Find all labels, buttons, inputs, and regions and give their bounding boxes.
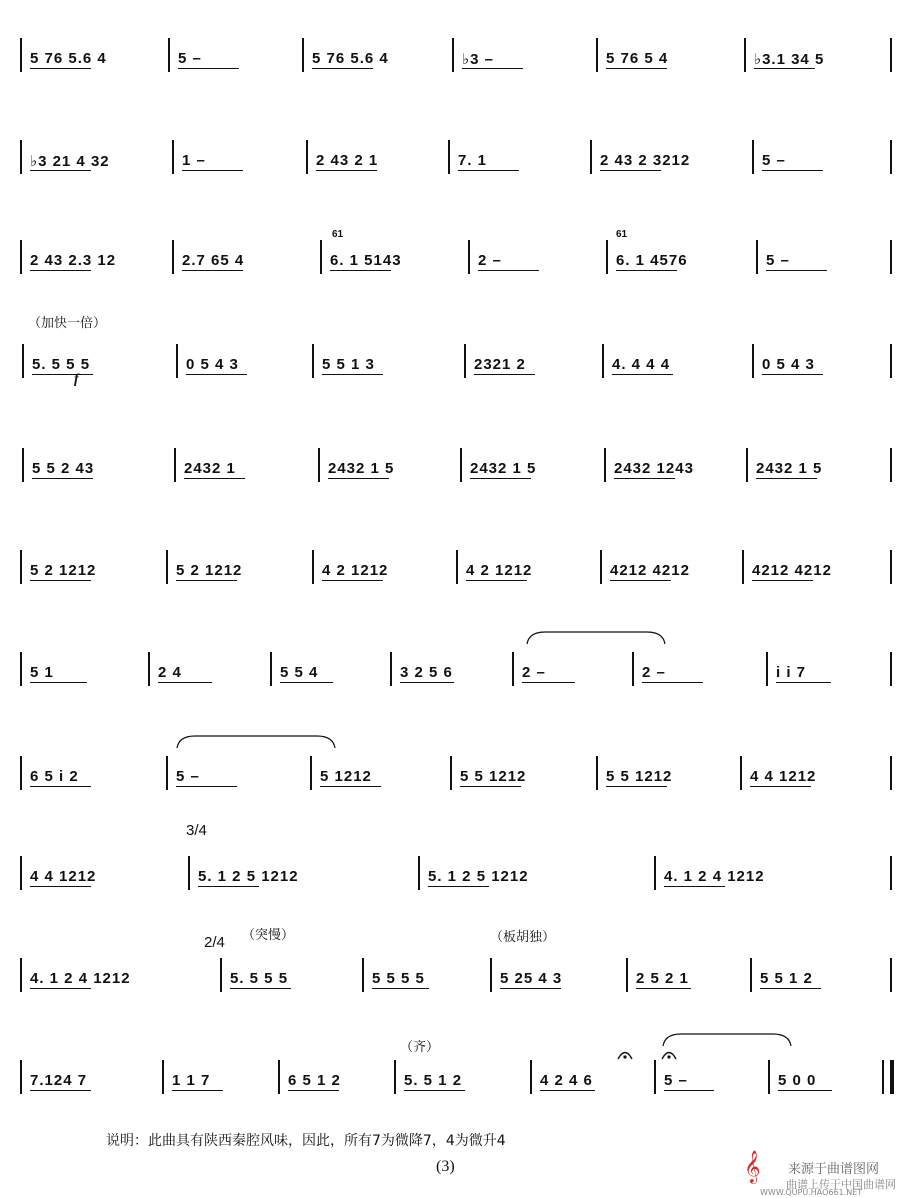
measure-notes: 2 5 2 1 [636, 970, 689, 987]
barline [20, 856, 22, 890]
beam-underline [322, 374, 383, 375]
watermark-line1: 来源于曲谱图网 [788, 1162, 880, 1177]
measure-notes: 5 5 1212 [460, 768, 527, 785]
beam-underline [466, 580, 527, 581]
beam-underline [32, 478, 93, 479]
barline [20, 958, 22, 992]
barline [742, 550, 744, 584]
beam-underline [322, 580, 383, 581]
score-line [0, 942, 912, 1002]
watermark-line2: 曲谱上传于中国曲谱网 [786, 1178, 896, 1191]
measure-notes: 5 76 5.6 4 [30, 50, 107, 67]
barline [590, 140, 592, 174]
barline [604, 448, 606, 482]
barline [20, 38, 22, 72]
measure-notes: 2 – [478, 252, 502, 269]
barline [468, 240, 470, 274]
beam-underline [760, 988, 821, 989]
beam-underline [606, 68, 667, 69]
barline [740, 756, 742, 790]
measure-notes: 5 – [766, 252, 790, 269]
measure-notes: 2.7 65 4 [182, 252, 245, 269]
beam-underline [182, 170, 243, 171]
measure-notes: 5 76 5.6 4 [312, 50, 389, 67]
beam-underline [752, 580, 813, 581]
measure-notes: 4212 4212 [752, 562, 832, 579]
measure-notes: 4 4 1212 [30, 868, 97, 885]
beam-underline [30, 786, 91, 787]
measure-notes: 2 43 2 3212 [600, 152, 691, 169]
barline [162, 1060, 164, 1094]
barline [744, 38, 746, 72]
barline [188, 856, 190, 890]
score-line [0, 224, 912, 284]
slur-mark [525, 630, 667, 646]
barline [632, 652, 634, 686]
beam-underline [280, 682, 333, 683]
final-barline-thin [882, 1060, 884, 1094]
barline [306, 140, 308, 174]
beam-underline [372, 988, 429, 989]
barline [890, 38, 892, 72]
barline [168, 38, 170, 72]
measure-notes: 5 1212 [320, 768, 372, 785]
beam-underline [636, 988, 691, 989]
barline [756, 240, 758, 274]
barline [302, 38, 304, 72]
beam-underline [158, 682, 212, 683]
barline [890, 756, 892, 790]
measure-notes: 5 5 5 5 [372, 970, 425, 987]
measure-notes: 4 4 1212 [750, 768, 817, 785]
beam-underline [470, 478, 531, 479]
score-line [0, 534, 912, 594]
barline [148, 652, 150, 686]
score-line [0, 1044, 912, 1104]
measure-notes: 5 2 1212 [30, 562, 97, 579]
barline [456, 550, 458, 584]
measure-notes: 3 2 5 6 [400, 664, 453, 681]
beam-underline [664, 1090, 714, 1091]
beam-underline [750, 786, 811, 787]
score-line [0, 328, 912, 388]
beam-underline [428, 886, 489, 887]
measure-notes: 5 – [762, 152, 786, 169]
beam-underline [328, 478, 389, 479]
barline [596, 756, 598, 790]
measure-notes: 2432 1243 [614, 460, 694, 477]
barline [602, 344, 604, 378]
barline [654, 856, 656, 890]
barline [166, 756, 168, 790]
beam-underline [756, 478, 817, 479]
beam-underline [474, 374, 535, 375]
barline [270, 652, 272, 686]
time-signature-2-4: 2/4 [204, 934, 225, 951]
barline [20, 140, 22, 174]
beam-underline [616, 270, 677, 271]
beam-underline [762, 170, 823, 171]
grace-note-61: 61 [616, 229, 628, 240]
barline [172, 240, 174, 274]
barline [750, 958, 752, 992]
measure-notes: 2432 1 5 [328, 460, 395, 477]
measure-notes: 4 2 4 6 [540, 1072, 593, 1089]
barline [490, 958, 492, 992]
barline [176, 344, 178, 378]
barline [752, 344, 754, 378]
beam-underline [612, 374, 673, 375]
measure-notes: 1 – [182, 152, 206, 169]
beam-underline [400, 682, 454, 683]
measure-notes: 6. 1 4576 [616, 252, 688, 269]
measure-notes: 2432 1 5 [470, 460, 537, 477]
barline [362, 958, 364, 992]
measure-notes: 5. 1 2 5 1212 [428, 868, 529, 885]
beam-underline [540, 1090, 595, 1091]
slur-mark [661, 1032, 793, 1048]
beam-underline [404, 1090, 465, 1091]
measure-notes: 5 25 4 3 [500, 970, 563, 987]
measure-notes: 5. 5 1 2 [404, 1072, 463, 1089]
measure-notes: 5 5 1 2 [760, 970, 813, 987]
barline [512, 652, 514, 686]
barline [452, 38, 454, 72]
beam-underline [642, 682, 703, 683]
beam-underline [762, 374, 823, 375]
barline [606, 240, 608, 274]
banhu-solo-annotation: （板胡独） [490, 930, 556, 945]
barline [390, 652, 392, 686]
beam-underline [30, 988, 91, 989]
barline [464, 344, 466, 378]
beam-underline [30, 170, 91, 171]
beam-underline [30, 68, 91, 69]
measure-notes: ♭3.1 34 5 [754, 51, 825, 68]
beam-underline [178, 68, 239, 69]
measure-notes: 5. 5 5 5 [230, 970, 289, 987]
score-line [0, 124, 912, 184]
measure-notes: 5 0 0 [778, 1072, 817, 1089]
beam-underline [316, 170, 377, 171]
barline [174, 448, 176, 482]
beam-underline [30, 580, 91, 581]
measure-notes: 4 2 1212 [322, 562, 389, 579]
beam-underline [610, 580, 671, 581]
barline [394, 1060, 396, 1094]
barline [310, 756, 312, 790]
barline [448, 140, 450, 174]
beam-underline [182, 270, 243, 271]
barline [746, 448, 748, 482]
measure-notes: 2321 2 [474, 356, 526, 373]
beam-underline [478, 270, 539, 271]
beam-underline [312, 68, 373, 69]
beam-underline [600, 170, 661, 171]
barline [320, 240, 322, 274]
measure-notes: ♭3 21 4 32 [30, 153, 110, 170]
measure-notes: 6 5 i 2 [30, 768, 79, 785]
beam-underline [32, 374, 93, 375]
barline [890, 344, 892, 378]
barline [600, 550, 602, 584]
measure-notes: 4. 1 2 4 1212 [664, 868, 765, 885]
beam-underline [198, 886, 259, 887]
barline [450, 756, 452, 790]
barline [530, 1060, 532, 1094]
beam-underline [176, 580, 237, 581]
barline [312, 344, 314, 378]
measure-notes: 7.124 7 [30, 1072, 88, 1089]
measure-notes: 5 5 2 43 [32, 460, 95, 477]
beam-underline [230, 988, 291, 989]
barline [22, 448, 24, 482]
beam-underline [500, 988, 561, 989]
barline [596, 38, 598, 72]
measure-notes: 5 – [176, 768, 200, 785]
barline [460, 448, 462, 482]
measure-notes: 4. 1 2 4 1212 [30, 970, 131, 987]
measure-notes: 6 5 1 2 [288, 1072, 341, 1089]
barline [22, 344, 24, 378]
beam-underline [288, 1090, 339, 1091]
measure-notes: 5 2 1212 [176, 562, 243, 579]
barline [890, 240, 892, 274]
page-number: (3) [436, 1158, 455, 1175]
tempo-annotation: （加快一倍） [28, 316, 107, 331]
beam-underline [778, 1090, 832, 1091]
measure-notes: 5 76 5 4 [606, 50, 669, 67]
barline [654, 1060, 656, 1094]
beam-underline [458, 170, 519, 171]
measure-notes: 4. 4 4 4 [612, 356, 671, 373]
barline [172, 140, 174, 174]
beam-underline [606, 786, 667, 787]
beam-underline [30, 682, 87, 683]
beam-underline [30, 270, 91, 271]
measure-notes: ♭3 – [462, 51, 494, 68]
beam-underline [320, 786, 381, 787]
measure-notes: 5. 1 2 5 1212 [198, 868, 299, 885]
score-line [0, 432, 912, 492]
barline [766, 652, 768, 686]
barline [278, 1060, 280, 1094]
measure-notes: 5 5 1212 [606, 768, 673, 785]
measure-notes: 0 5 4 3 [762, 356, 815, 373]
measure-notes: 2 – [642, 664, 666, 681]
together-annotation: （齐） [400, 1040, 440, 1055]
beam-underline [776, 682, 831, 683]
grace-note-61: 61 [332, 229, 344, 240]
barline [890, 140, 892, 174]
barline [312, 550, 314, 584]
measure-notes: 4212 4212 [610, 562, 690, 579]
measure-notes: 5 – [178, 50, 202, 67]
score-line [0, 636, 912, 696]
measure-notes: 2 43 2.3 12 [30, 252, 117, 269]
sudden-slow-annotation: （突慢） [242, 928, 295, 943]
measure-notes: 4 2 1212 [466, 562, 533, 579]
barline [318, 448, 320, 482]
barline [20, 652, 22, 686]
barline [166, 550, 168, 584]
watermark-line3: WWW.QUPU.HAO661.NET [760, 1188, 863, 1197]
beam-underline [172, 1090, 223, 1091]
barline [890, 448, 892, 482]
treble-clef-logo-icon: 𝄞 [744, 1150, 761, 1183]
measure-notes: 5 – [664, 1072, 688, 1089]
score-line [0, 740, 912, 800]
barline [752, 140, 754, 174]
beam-underline [766, 270, 827, 271]
barline [220, 958, 222, 992]
beam-underline [30, 1090, 91, 1091]
beam-underline [176, 786, 237, 787]
measure-notes: 7. 1 [458, 152, 488, 169]
measure-notes: 5. 5 5 5 [32, 356, 91, 373]
score-line [0, 840, 912, 900]
barline [890, 550, 892, 584]
beam-underline [462, 68, 523, 69]
beam-underline [186, 374, 247, 375]
barline [20, 550, 22, 584]
time-signature-3-4: 3/4 [186, 822, 207, 839]
measure-notes: 5 5 4 [280, 664, 319, 681]
barline [890, 856, 892, 890]
dynamic-forte: f [74, 372, 79, 387]
measure-notes: 5 1 [30, 664, 54, 681]
beam-underline [754, 68, 815, 69]
barline [890, 958, 892, 992]
measure-notes: 2432 1 [184, 460, 236, 477]
measure-notes: 2 4 [158, 664, 182, 681]
measure-notes: i i 7 [776, 664, 807, 681]
barline [890, 1060, 894, 1094]
beam-underline [184, 478, 245, 479]
barline [626, 958, 628, 992]
measure-notes: 6. 1 5143 [330, 252, 402, 269]
measure-notes: 2 – [522, 664, 546, 681]
barline [768, 1060, 770, 1094]
beam-underline [30, 886, 91, 887]
beam-underline [460, 786, 521, 787]
beam-underline [522, 682, 575, 683]
fermata-mark [617, 1048, 633, 1060]
barline [890, 652, 892, 686]
beam-underline [664, 886, 725, 887]
barline [20, 240, 22, 274]
footnote: 说明：此曲具有陕西秦腔风味，因此，所有7为微降7，4为微升4 [106, 1133, 506, 1149]
measure-notes: 2432 1 5 [756, 460, 823, 477]
score-line [0, 22, 912, 82]
measure-notes: 0 5 4 3 [186, 356, 239, 373]
barline [20, 756, 22, 790]
beam-underline [614, 478, 675, 479]
slur-mark [175, 734, 337, 750]
barline [20, 1060, 22, 1094]
barline [418, 856, 420, 890]
fermata-mark [661, 1048, 677, 1060]
measure-notes: 2 43 2 1 [316, 152, 379, 169]
measure-notes: 5 5 1 3 [322, 356, 375, 373]
beam-underline [330, 270, 391, 271]
measure-notes: 1 1 7 [172, 1072, 211, 1089]
